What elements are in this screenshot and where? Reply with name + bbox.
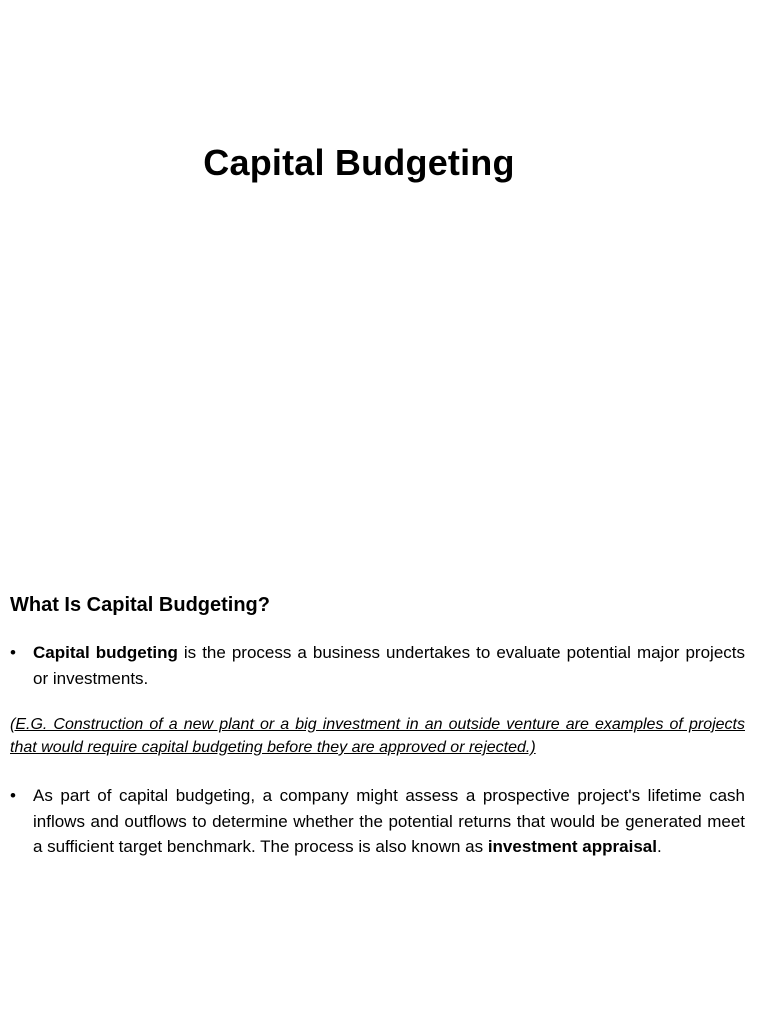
content-section [10, 590, 745, 860]
bullet-dot: • [10, 786, 16, 805]
definition-text: is the process a business undertakes to evaluate potential major projects or investments. [33, 643, 746, 688]
bullet-process [10, 783, 745, 860]
bullet-definition [10, 640, 745, 691]
bold-term-appraisal: investment appraisal [487, 837, 657, 856]
example-note: (E.G. Construction of a new plant or a big investment in an outside venture are examples of projects that would require capital budgeting before they are approved or rejected.) [10, 716, 745, 756]
process-text: As part of capital budgeting, a company might assess a prospective project's lifetime cash inflows and outflows to determine whether the potential returns that would be generated meet a sufficient target benchmark. The process is also known as [33, 786, 745, 856]
process-end: . [656, 837, 662, 856]
bullet-dot: • [10, 643, 16, 662]
section-heading: What Is Capital Budgeting? [10, 594, 270, 616]
page-title: Capital Budgeting [203, 142, 515, 183]
bold-term: Capital budgeting [33, 643, 178, 662]
